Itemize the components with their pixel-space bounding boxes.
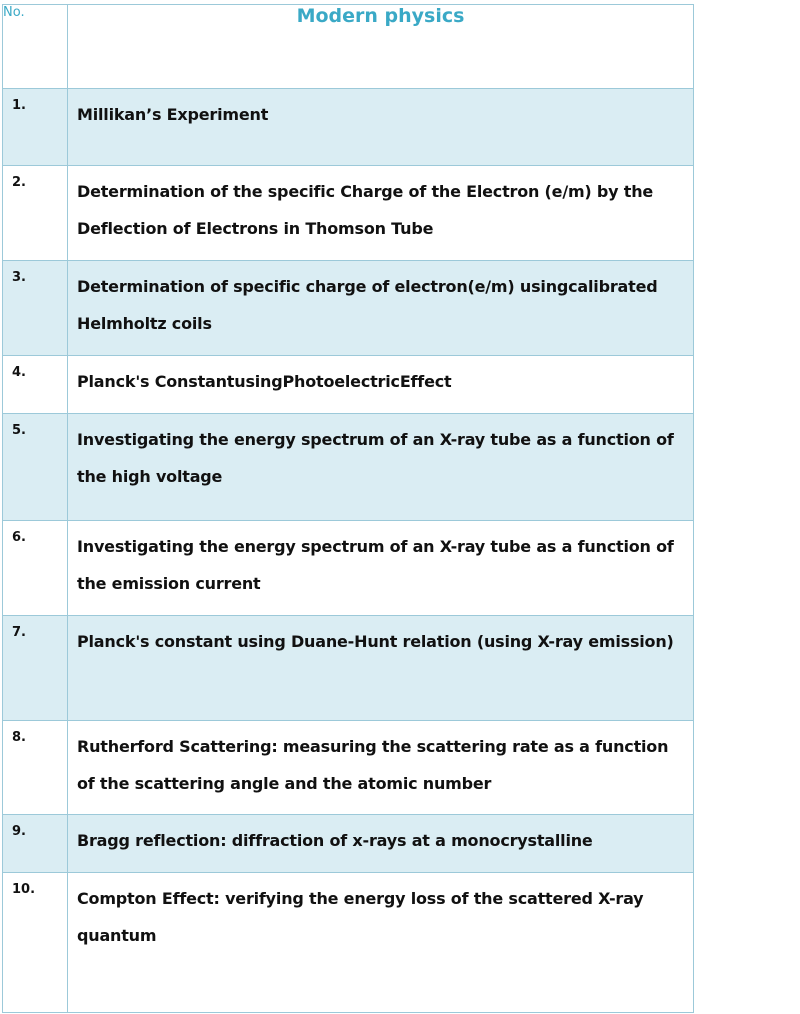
row-number: 5. xyxy=(3,414,68,521)
experiment-title: Planck's ConstantusingPhotoelectricEffect xyxy=(68,356,694,414)
table-row xyxy=(3,721,694,815)
experiment-title: Determination of the specific Charge of the Electron (e/m) by the Deflection of Electrons in Thomson Tube xyxy=(68,166,694,261)
experiment-title: Millikan’s Experiment xyxy=(68,89,694,166)
row-number: 3. xyxy=(3,261,68,356)
row-number: 7. xyxy=(3,616,68,721)
row-number: 2. xyxy=(3,166,68,261)
row-number: 10. xyxy=(3,873,68,1013)
table-row xyxy=(3,261,694,356)
experiment-title: Determination of specific charge of electron(e/m) usingcalibrated Helmholtz coils xyxy=(68,261,694,356)
row-number: 6. xyxy=(3,521,68,616)
experiment-title: Investigating the energy spectrum of an X-ray tube as a function of the emission current xyxy=(68,521,694,616)
experiments-table xyxy=(2,4,694,1013)
row-number: 9. xyxy=(3,815,68,873)
table-row xyxy=(3,521,694,616)
experiment-title: Investigating the energy spectrum of an X-ray tube as a function of the high voltage xyxy=(68,414,694,521)
row-number: 4. xyxy=(3,356,68,414)
table-header-row xyxy=(3,5,694,89)
table-row xyxy=(3,414,694,521)
row-number: 1. xyxy=(3,89,68,166)
table-row xyxy=(3,356,694,414)
table-row xyxy=(3,166,694,261)
number-column-header: No. xyxy=(3,5,68,89)
experiment-title: Bragg reflection: diffraction of x-rays at a monocrystalline xyxy=(68,815,694,873)
experiment-title: Rutherford Scattering: measuring the scattering rate as a function of the scattering angle and the atomic number xyxy=(68,721,694,815)
experiment-title: Planck's constant using Duane-Hunt relation (using X-ray emission) xyxy=(68,616,694,721)
table-row xyxy=(3,616,694,721)
experiment-title: Compton Effect: verifying the energy loss of the scattered X-ray quantum xyxy=(68,873,694,1013)
table-row xyxy=(3,89,694,166)
row-number: 8. xyxy=(3,721,68,815)
table-row xyxy=(3,815,694,873)
table-title: Modern physics xyxy=(68,5,694,89)
table-row xyxy=(3,873,694,1013)
